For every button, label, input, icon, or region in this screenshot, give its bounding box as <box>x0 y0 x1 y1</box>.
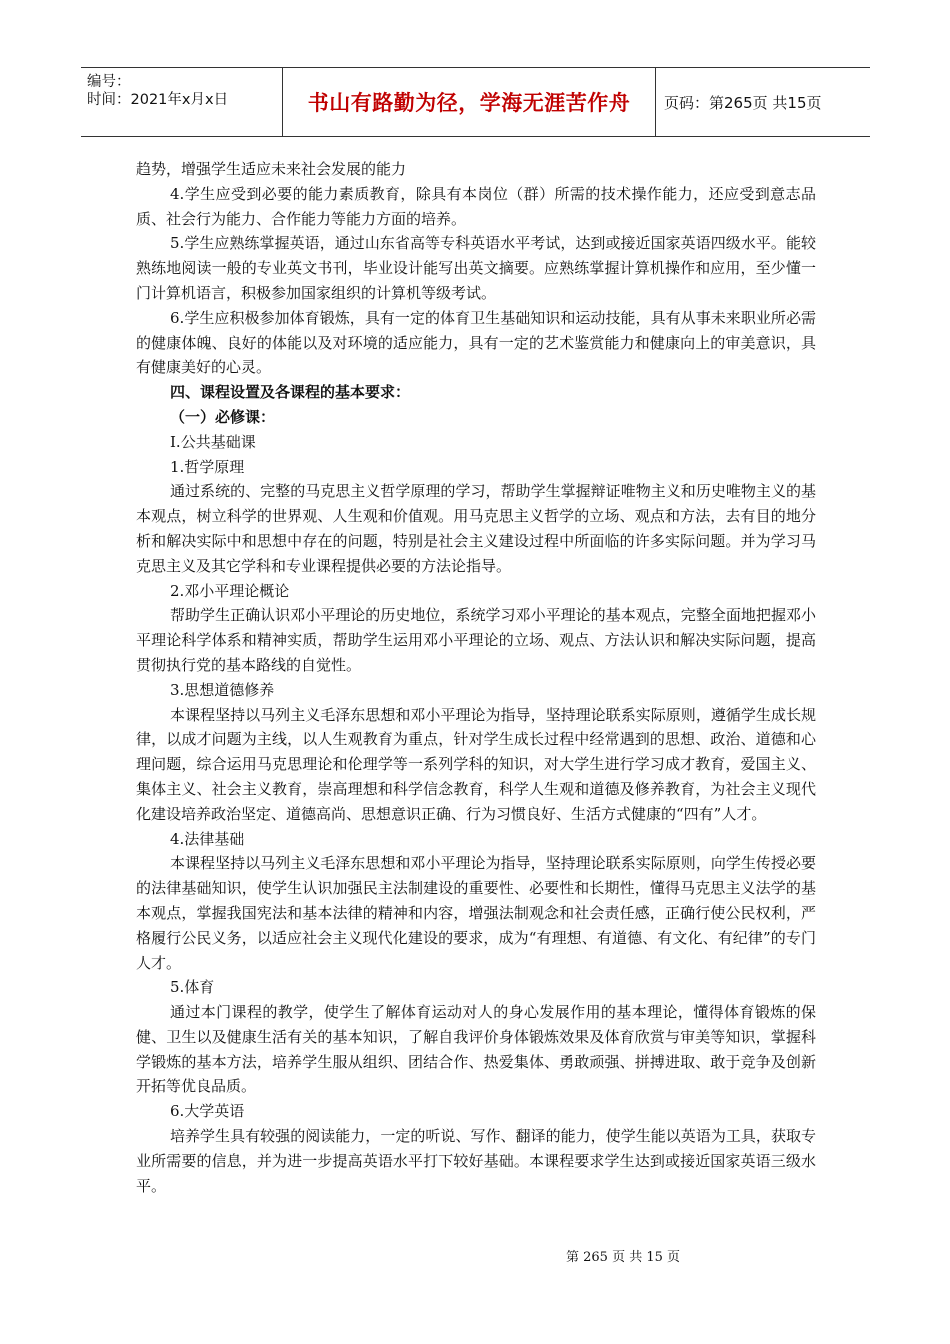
paragraph: 6.学生应积极参加体育锻炼，具有一定的体育卫生基础知识和运动技能，具有从事未来职业所必需的健康体魄、良好的体能以及对环境的适应能力，具有一定的艺术鉴赏能力和健康向上的审美意识，具有健康美好的心灵。 <box>136 308 816 377</box>
category-heading: Ⅰ.公共基础课 <box>170 432 256 451</box>
document-header <box>81 67 870 137</box>
course-description: 通过系统的、完整的马克思主义哲学原理的学习，帮助学生掌握辩证唯物主义和历史唯物主义的基本观点，树立科学的世界观、人生观和价值观。用马克思主义哲学的立场、观点和方法，去有目的地分析和解决实际中和思想中存在的问题，特别是社会主义建设过程中所面临的许多实际问题。并为学习马克思主义及其它学科和专业课程提供必要的方法论指导。 <box>136 482 816 575</box>
course-description: 本课程坚持以马列主义毛泽东思想和邓小平理论为指导，坚持理论联系实际原则，遵循学生成长规律，以成才问题为主线，以人生观教育为重点，针对学生成长过程中经常遇到的思想、政治、道德和心理问题，综合运用马克思理论和伦理学等一系列学科的知识，对大学生进行学习成才教育，爱国主义、集体主义、社会主义教育，崇高理想和科学信念教育，科学人生观和道德及修养教育，为社会主义现代化建设培养政治坚定、道德高尚、思想意识正确、行为习惯良好、生活方式健康的“四有”人才。 <box>136 705 816 823</box>
paragraph: 4.学生应受到必要的能力素质教育，除具有本岗位（群）所需的技术操作能力，还应受到意志品质、社会行为能力、合作能力等能力方面的培养。 <box>136 184 816 228</box>
course-title: 3.思想道德修养 <box>170 680 275 699</box>
subsection-heading: （一）必修课： <box>170 407 276 426</box>
header-motto-cell <box>283 68 656 136</box>
course-title: 4.法律基础 <box>170 829 245 848</box>
course-description: 本课程坚持以马列主义毛泽东思想和邓小平理论为指导，坚持理论联系实际原则，向学生传授必要的法律基础知识，使学生认识加强民主法制建设的重要性、必要性和长期性，懂得马克思主义法学的基本观点，掌握我国宪法和基本法律的精神和内容，增强法制观念和社会责任感，正确行使公民权利，严格履行公民义务，以适应社会主义现代化建设的要求，成为“有理想、有道德、有文化、有纪律”的专门人才。 <box>136 854 816 972</box>
paragraph: 趋势，增强学生适应未来社会发展的能力 <box>136 160 407 178</box>
course-title: 5.体育 <box>170 978 215 997</box>
course-description: 培养学生具有较强的阅读能力，一定的听说、写作、翻译的能力，使学生能以英语为工具，获取专业所需要的信息，并为进一步提高英语水平打下较好基础。本课程要求学生达到或接近国家英语三级水平。 <box>136 1127 816 1195</box>
document-body <box>136 157 816 1198</box>
header-motto: 书山有路勤为径，学海无涯苦作舟 <box>307 91 631 115</box>
header-page-info: 页码：第265页 共15页 <box>664 93 822 112</box>
doc-time-label: 时间：2021年x月x日 <box>87 92 229 108</box>
section-heading: 四、课程设置及各课程的基本要求： <box>170 383 411 402</box>
course-title: 1.哲学原理 <box>170 457 245 476</box>
header-page-info-cell <box>656 68 870 136</box>
course-title: 2.邓小平理论概论 <box>170 581 290 600</box>
header-meta <box>81 68 283 136</box>
page-footer: 第 265 页 共 15 页 <box>566 1250 681 1265</box>
paragraph: 5.学生应熟练掌握英语，通过山东省高等专科英语水平考试，达到或接近国家英语四级水平。能较熟练地阅读一般的专业英文书刊，毕业设计能写出英文摘要。应熟练掌握计算机操作和应用，至少懂一门计算机语言，积极参加国家组织的计算机等级考试。 <box>136 234 816 302</box>
course-description: 通过本门课程的教学，使学生了解体育运动对人的身心发展作用的基本理论，懂得体育锻炼的保健、卫生以及健康生活有关的基本知识，了解自我评价身体锻炼效果及体育欣赏与审美等知识，掌握科学锻炼的基本方法，培养学生服从组织、团结合作、热爱集体、勇敢顽强、拼搏进取、敢于竞争及创新开拓等优良品质。 <box>136 1003 816 1096</box>
doc-code-label: 编号： <box>87 74 131 90</box>
course-title: 6.大学英语 <box>170 1102 245 1121</box>
course-description: 帮助学生正确认识邓小平理论的历史地位，系统学习邓小平理论的基本观点，完整全面地把握邓小平理论科学体系和精神实质，帮助学生运用邓小平理论的立场、观点、方法认识和解决实际问题，提高贯彻执行党的基本路线的自觉性。 <box>136 606 816 674</box>
